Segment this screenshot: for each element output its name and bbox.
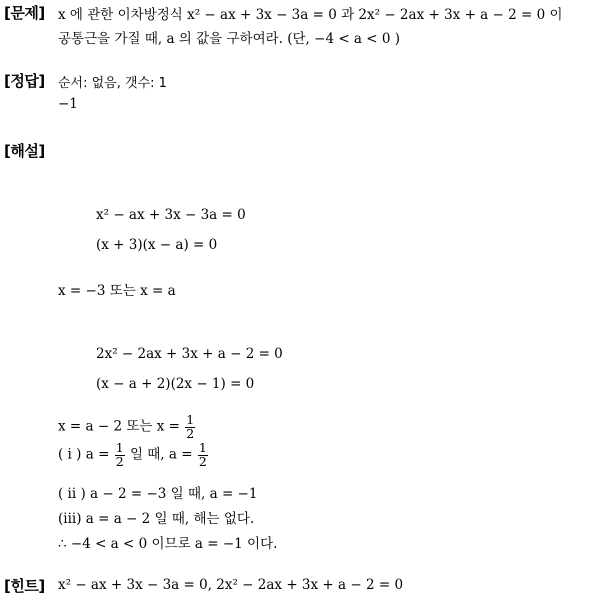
roots-2-text: x = a − 2 또는 x = <box>58 418 180 435</box>
solution-case-3: (iii) a = a − 2 일 때, 해는 없다. <box>58 511 255 527</box>
solution-equation-1: x² − ax + 3x − 3a = 0 <box>96 207 246 223</box>
case-1-fraction-b <box>198 442 208 468</box>
fraction-denominator: 2 <box>198 453 207 469</box>
solution-label: [해설] <box>4 142 45 160</box>
fraction-numerator: 1 <box>115 440 124 455</box>
problem-label: [문제] <box>4 4 45 22</box>
solution-conclusion: ∴ −4 < a < 0 이므로 a = −1 이다. <box>58 536 278 552</box>
solution-roots-1: x = −3 또는 x = a <box>58 283 176 299</box>
fraction-denominator: 2 <box>115 453 124 469</box>
fraction-numerator: 1 <box>186 412 195 427</box>
problem-line-2: 공통근을 가질 때, a 의 값을 구하여라. (단, −4 < a < 0 ) <box>58 31 401 47</box>
answer-value: −1 <box>58 96 78 112</box>
answer-line-1: 순서: 없음, 갯수: 1 <box>58 76 167 91</box>
solution-equation-4: (x − a + 2)(2x − 1) = 0 <box>96 376 255 392</box>
fraction-denominator: 2 <box>186 425 195 441</box>
solution-case-1 <box>58 442 209 468</box>
case-1-middle: 일 때, a = <box>129 446 193 463</box>
case-1-prefix: ( i ) a = <box>58 446 110 463</box>
solution-case-2: ( ii ) a − 2 = −3 일 때, a = −1 <box>58 486 258 502</box>
solution-roots-2 <box>58 414 196 440</box>
solution-equation-3: 2x² − 2ax + 3x + a − 2 = 0 <box>96 346 283 362</box>
hint-text: x² − ax + 3x − 3a = 0, 2x² − 2ax + 3x + a − 2 = 0 <box>58 577 404 593</box>
case-1-fraction-a <box>115 442 125 468</box>
problem-line-1: x 에 관한 이차방정식 x² − ax + 3x − 3a = 0 과 2x² − 2ax + 3x + a − 2 = 0 이 <box>58 7 563 23</box>
answer-label: [정답] <box>4 72 45 90</box>
fraction-numerator: 1 <box>198 440 207 455</box>
fraction-one-half <box>185 414 195 440</box>
hint-label: [힌트] <box>4 577 45 595</box>
solution-equation-2: (x + 3)(x − a) = 0 <box>96 237 218 253</box>
